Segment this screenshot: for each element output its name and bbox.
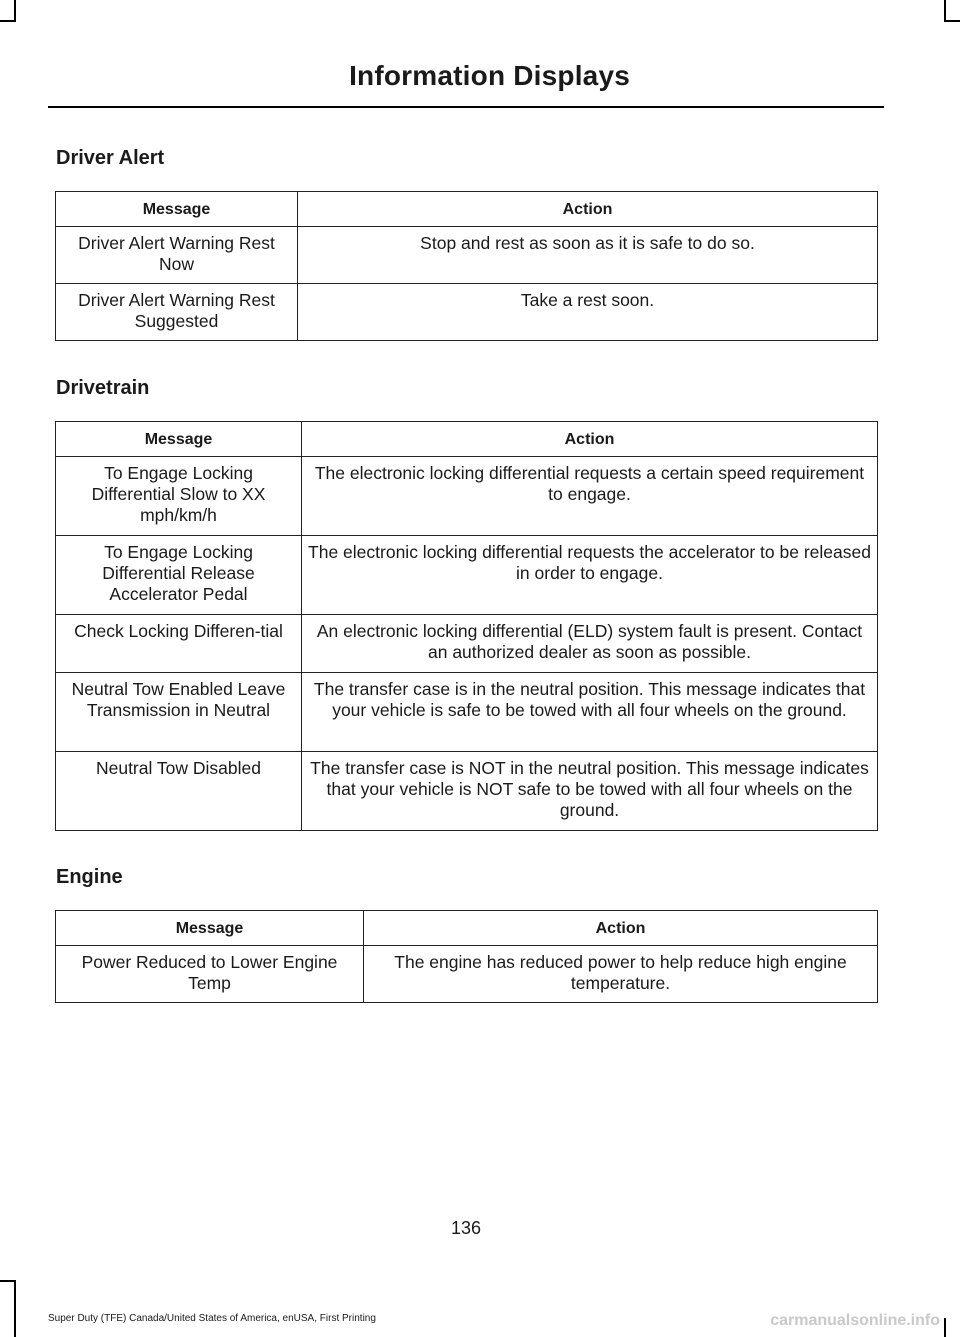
action-cell: The transfer case is in the neutral position. This message indicates that your vehicle is safe to be towed with all four wheels on the ground. [302, 673, 878, 752]
action-cell: The electronic locking differential requests the accelerator to be released in order to engage. [302, 536, 878, 615]
crop-mark [14, 0, 16, 20]
message-cell: To Engage Locking Differential Release Accelerator Pedal [56, 536, 302, 615]
message-cell: Driver Alert Warning Rest Now [56, 227, 298, 284]
crop-mark [944, 20, 960, 22]
table-row [56, 673, 878, 752]
message-cell: Neutral Tow Disabled [56, 752, 302, 831]
footer-text: Super Duty (TFE) Canada/United States of America, enUSA, First Printing [48, 1313, 376, 1324]
page-number: 136 [450, 1218, 482, 1238]
message-cell: Power Reduced to Lower Engine Temp [56, 946, 364, 1003]
column-header-message: Message [56, 422, 302, 457]
action-cell: The engine has reduced power to help reduce high engine temperature. [364, 946, 878, 1003]
table-row [56, 752, 878, 831]
driver-alert-table [55, 191, 878, 341]
table-row [56, 227, 878, 284]
action-cell: Take a rest soon. [298, 284, 878, 341]
crop-mark [0, 1280, 16, 1282]
header-divider [48, 106, 884, 108]
crop-mark [944, 0, 946, 20]
action-cell: The electronic locking differential requests a certain speed requirement to engage. [302, 457, 878, 536]
table-row [56, 536, 878, 615]
table-row [56, 615, 878, 673]
table-header-row [56, 192, 878, 227]
watermark: carmanualsonline.info [770, 1312, 940, 1329]
message-cell: Driver Alert Warning Rest Suggested [56, 284, 298, 341]
action-cell: Stop and rest as soon as it is safe to do so. [298, 227, 878, 284]
section-title-driver-alert: Driver Alert [56, 147, 165, 169]
crop-mark [944, 1318, 946, 1337]
engine-table [55, 910, 878, 1003]
drivetrain-table [55, 421, 878, 831]
table-header-row [56, 422, 878, 457]
action-cell: The transfer case is NOT in the neutral position. This message indicates that your vehicle is NOT safe to be towed with all four wheels on the ground. [302, 752, 878, 831]
column-header-message: Message [56, 192, 298, 227]
column-header-action: Action [364, 911, 878, 946]
table-row [56, 284, 878, 341]
action-cell: An electronic locking differential (ELD) system fault is present. Contact an authorized dealer as soon as possible. [302, 615, 878, 673]
table-row [56, 457, 878, 536]
column-header-action: Action [302, 422, 878, 457]
page-header-title: Information Displays [349, 60, 630, 91]
message-cell: To Engage Locking Differential Slow to XX mph/km/h [56, 457, 302, 536]
crop-mark [14, 1280, 16, 1337]
crop-mark [0, 20, 16, 22]
section-title-engine: Engine [56, 866, 123, 888]
message-cell: Check Locking Differen-tial [56, 615, 302, 673]
message-cell: Neutral Tow Enabled Leave Transmission in Neutral [56, 673, 302, 752]
table-header-row [56, 911, 878, 946]
column-header-action: Action [298, 192, 878, 227]
column-header-message: Message [56, 911, 364, 946]
section-title-drivetrain: Drivetrain [56, 377, 150, 399]
table-row [56, 946, 878, 1003]
